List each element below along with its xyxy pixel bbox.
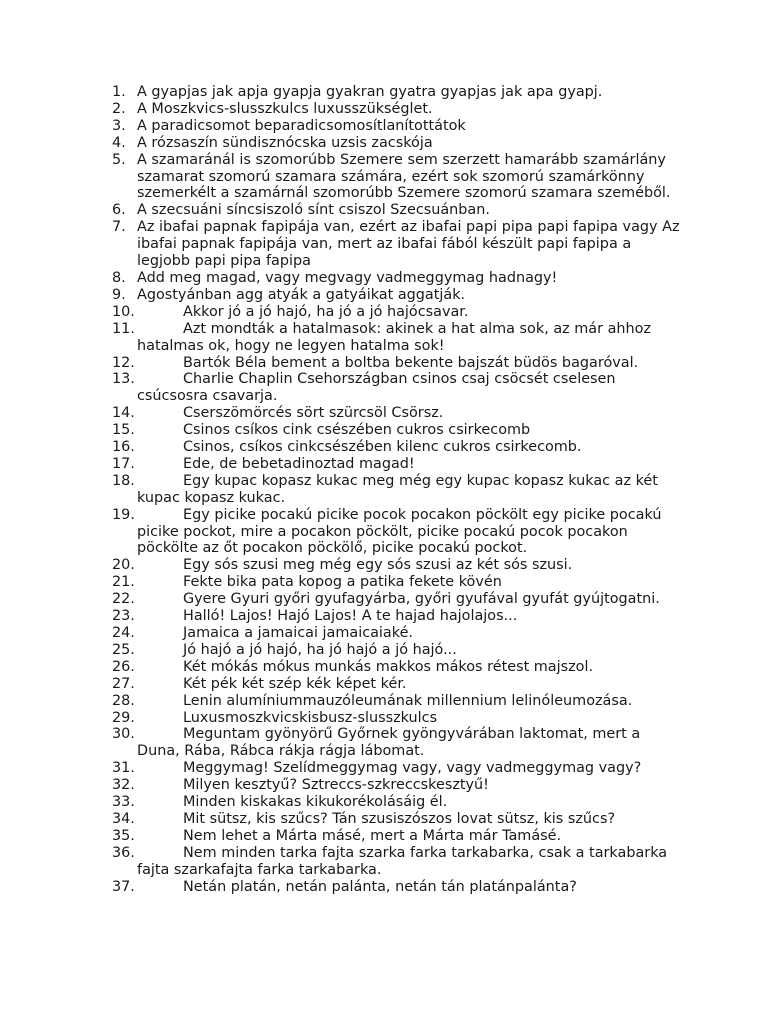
list-item-text: Két pék két szép kék képet kér. bbox=[183, 675, 407, 692]
list-item-text: Nem lehet a Márta másé, mert a Márta már Tamásé. bbox=[183, 827, 562, 844]
list-item-number: 12. bbox=[112, 354, 135, 371]
list-item-text: Bartók Béla bement a boltba bekente bajszát büdös bagaróval. bbox=[183, 354, 639, 371]
list-item-text: A rózsaszín sündisznócska uzsis zacskója bbox=[137, 134, 433, 151]
list-item-number: 16. bbox=[112, 439, 135, 456]
list-item-number: 4. bbox=[112, 134, 126, 151]
list-item-text: Csinos, csíkos cinkcsészében kilenc cukros csirkecomb. bbox=[183, 439, 582, 456]
list-item-text: Meggymag! Szelídmeggymag vagy, vagy vadmeggymag vagy? bbox=[183, 760, 642, 777]
list-item-text: Agostyánban agg atyák a gatyáikat aggatják. bbox=[137, 286, 466, 303]
list-item bbox=[112, 608, 682, 625]
list-item-text: Meguntam gyönyörű Győrnek gyöngyvárában laktomat, mert a Duna, Rába, Rábca rákja rágja lábomat. bbox=[137, 726, 641, 760]
list-item-number: 8. bbox=[112, 269, 126, 286]
list-item-number: 5. bbox=[112, 151, 126, 168]
list-item-text: Charlie Chaplin Csehországban csinos csaj csöcsét cselesen csúcsosra csavarja. bbox=[137, 371, 616, 405]
list-item-number: 34. bbox=[112, 810, 135, 827]
list-item-number: 15. bbox=[112, 422, 135, 439]
list-item-text: Minden kiskakas kikukorékolásáig él. bbox=[183, 794, 448, 811]
list-item bbox=[112, 811, 682, 828]
list-item-number: 21. bbox=[112, 574, 135, 591]
list-item-text: Fekte bika pata kopog a patika fekete kövén bbox=[183, 574, 502, 591]
list-item-number: 7. bbox=[112, 219, 126, 236]
list-item bbox=[112, 371, 682, 405]
list-item-text: Azt mondták a hatalmasok: akinek a hat alma sok, az már ahhoz hatalmas ok, hogy ne legyen hatalma sok! bbox=[137, 320, 652, 354]
list-item bbox=[112, 219, 682, 270]
list-item-text: Cserszömörcés sört szürcsöl Csörsz. bbox=[183, 405, 444, 422]
list-item-text: Halló! Lajos! Hajó Lajos! A te hajad hajolajos... bbox=[183, 608, 518, 625]
list-item bbox=[112, 845, 682, 879]
list-item-number: 9. bbox=[112, 286, 126, 303]
list-item-number: 33. bbox=[112, 794, 135, 811]
list-item-number: 19. bbox=[112, 506, 135, 523]
list-item-number: 1. bbox=[112, 84, 126, 100]
list-item bbox=[112, 625, 682, 642]
list-item-number: 17. bbox=[112, 455, 135, 472]
list-item bbox=[112, 152, 682, 203]
list-item-text: Luxusmoszkvicskisbusz-slusszkulcs bbox=[183, 709, 438, 726]
list-item-text: Jamaica a jamaicai jamaicaiaké. bbox=[183, 625, 413, 641]
list-item bbox=[112, 270, 682, 287]
list-item bbox=[112, 777, 682, 794]
list-item-number: 18. bbox=[112, 472, 135, 489]
list-item-text: A szecsuáni síncsiszoló sínt csiszol Szecsuánban. bbox=[137, 202, 490, 219]
list-item-number: 6. bbox=[112, 202, 126, 219]
list-item-number: 29. bbox=[112, 709, 135, 726]
list-item-text: Két mókás mókus munkás makkos mákos rétest majszol. bbox=[183, 658, 594, 675]
list-item bbox=[112, 591, 682, 608]
list-item-text: Netán platán, netán palánta, netán tán platánpalánta? bbox=[183, 878, 577, 895]
list-item-number: 36. bbox=[112, 844, 135, 861]
list-item bbox=[112, 422, 682, 439]
list-item-text: Csinos csíkos cink csészében cukros csirkecomb bbox=[183, 422, 531, 439]
list-item-text: Nem minden tarka fajta szarka farka tarkabarka, csak a tarkabarka fajta szarkafajta farka tarkabarka. bbox=[137, 844, 668, 878]
list-item-number: 10. bbox=[112, 303, 135, 320]
list-item-number: 24. bbox=[112, 625, 135, 641]
list-item-text: Add meg magad, vagy megvagy vadmeggymag hadnagy! bbox=[137, 269, 558, 286]
list-item-text: Mit sütsz, kis szűcs? Tán szusiszószos lovat sütsz, kis szűcs? bbox=[183, 810, 616, 827]
list-item-number: 35. bbox=[112, 827, 135, 844]
list-item bbox=[112, 202, 682, 219]
list-item-text: Gyere Gyuri győri gyufagyárba, győri gyufával gyufát gyújtogatni. bbox=[183, 591, 660, 608]
list-item-number: 13. bbox=[112, 371, 135, 388]
numbered-list bbox=[112, 84, 682, 896]
list-item bbox=[112, 456, 682, 473]
list-item-number: 30. bbox=[112, 726, 135, 743]
list-item-number: 2. bbox=[112, 100, 126, 117]
list-item bbox=[112, 710, 682, 727]
list-item-text: A paradicsomot beparadicsomosítlanítottátok bbox=[137, 117, 466, 134]
list-item bbox=[112, 659, 682, 676]
list-item-text: Ede, de bebetadinoztad magad! bbox=[183, 455, 415, 472]
list-item-text: Akkor jó a jó hajó, ha jó a jó hajócsavar. bbox=[183, 303, 469, 320]
list-item-number: 26. bbox=[112, 658, 135, 675]
list-item-number: 37. bbox=[112, 878, 135, 895]
list-item bbox=[112, 84, 682, 101]
list-item bbox=[112, 473, 682, 507]
list-item bbox=[112, 794, 682, 811]
list-item bbox=[112, 828, 682, 845]
list-item-number: 23. bbox=[112, 608, 135, 625]
list-item-number: 14. bbox=[112, 405, 135, 422]
list-item bbox=[112, 118, 682, 135]
list-item-text: Egy sós szusi meg még egy sós szusi az két sós szusi. bbox=[183, 557, 573, 574]
list-item bbox=[112, 101, 682, 118]
list-item-text: A szamaránál is szomorúbb Szemere sem szerzett hamarább szamárlány szamarat szomorú szamara számára, ezért sok szomorú szamárkönny szemerkélt a szamárnál szomorúbb Szemere szomorú szamara szeméből. bbox=[137, 151, 671, 202]
list-item bbox=[112, 574, 682, 591]
list-item-number: 27. bbox=[112, 675, 135, 692]
list-item-text: A Moszkvics-slusszkulcs luxusszükséglet. bbox=[137, 100, 433, 117]
list-item bbox=[112, 693, 682, 710]
list-item bbox=[112, 439, 682, 456]
list-item-text: Lenin alumíniummauzóleumának millennium lelinóleumozása. bbox=[183, 692, 633, 709]
list-item bbox=[112, 304, 682, 321]
list-item bbox=[112, 726, 682, 760]
list-item-number: 31. bbox=[112, 760, 135, 777]
list-item bbox=[112, 287, 682, 304]
list-item-text: Az ibafai papnak fapipája van, ezért az ibafai papi pipa papi fapipa vagy Az ibafai papnak fapipája van, mert az ibafai fából készült papi fapipa a legjobb papi pipa fapipa bbox=[137, 219, 680, 270]
list-item-text: Milyen kesztyű? Sztreccs-szkreccskesztyű! bbox=[183, 777, 489, 794]
list-item-text: Jó hajó a jó hajó, ha jó hajó a jó hajó... bbox=[183, 641, 457, 658]
list-item bbox=[112, 879, 682, 896]
list-item bbox=[112, 676, 682, 693]
list-item bbox=[112, 760, 682, 777]
list-item bbox=[112, 507, 682, 558]
list-item-number: 25. bbox=[112, 641, 135, 658]
list-item bbox=[112, 557, 682, 574]
list-item-text: Egy kupac kopasz kukac meg még egy kupac kopasz kukac az két kupac kopasz kukac. bbox=[137, 472, 658, 506]
list-item bbox=[112, 405, 682, 422]
list-item-number: 22. bbox=[112, 591, 135, 608]
list-item-text: Egy picike pocakú picike pocok pocakon pöckölt egy picike pocakú picike pockot, mire a pocakon pöckölt, picike pocakú pocok pocakon pöckölte az őt pocakon pöckölő, picike pocakú pockot. bbox=[137, 506, 662, 557]
list-item-number: 32. bbox=[112, 777, 135, 794]
list-item-text: A gyapjas jak apja gyapja gyakran gyatra gyapjas jak apa gyapj. bbox=[137, 84, 603, 100]
list-item-number: 20. bbox=[112, 557, 135, 574]
list-item-number: 11. bbox=[112, 320, 135, 337]
list-item bbox=[112, 135, 682, 152]
list-item bbox=[112, 355, 682, 372]
list-item bbox=[112, 321, 682, 355]
list-item bbox=[112, 642, 682, 659]
list-item-number: 28. bbox=[112, 692, 135, 709]
list-item-number: 3. bbox=[112, 117, 126, 134]
